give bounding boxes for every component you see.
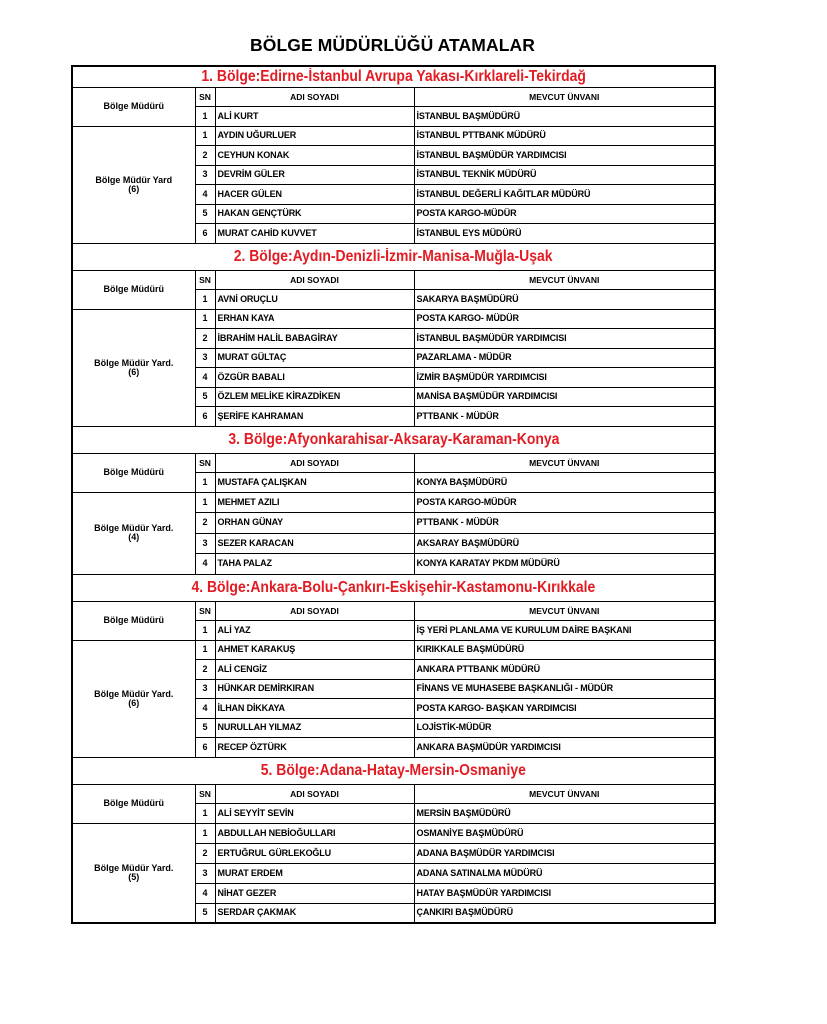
deputy-row — [72, 309, 715, 329]
appointments-table — [71, 65, 716, 924]
sn-cell: 1 — [195, 107, 215, 127]
name-cell: İLHAN DİKKAYA — [215, 699, 414, 719]
sn-header: SN — [195, 784, 215, 804]
sn-cell: 1 — [195, 309, 215, 329]
sn-cell: 3 — [195, 679, 215, 699]
name-cell: AVNİ ORUÇLU — [215, 290, 414, 310]
title-cell: İSTANBUL DEĞERLİ KAĞITLAR MÜDÜRÜ — [414, 185, 715, 205]
title-cell: KONYA KARATAY PKDM MÜDÜRÜ — [414, 554, 715, 575]
name-cell: ALİ CENGİZ — [215, 660, 414, 680]
sn-header: SN — [195, 601, 215, 621]
name-cell: SERDAR ÇAKMAK — [215, 903, 414, 923]
title-header: MEVCUT ÜNVANI — [414, 270, 715, 290]
title-cell: İSTANBUL BAŞMÜDÜR YARDIMCISI — [414, 146, 715, 166]
sn-cell: 4 — [195, 699, 215, 719]
region-heading-row — [72, 426, 715, 453]
name-cell: ORHAN GÜNAY — [215, 513, 414, 534]
region-heading: 4. Bölge:Ankara-Bolu-Çankırı-Eskişehir-Kastamonu-Kırıkkale — [72, 574, 715, 601]
name-cell: ÖZGÜR BABALI — [215, 368, 414, 388]
sn-header: SN — [195, 270, 215, 290]
name-header: ADI SOYADI — [215, 87, 414, 107]
deputy-row — [72, 492, 715, 513]
title-header: MEVCUT ÜNVANI — [414, 453, 715, 473]
region-heading: 2. Bölge:Aydın-Denizli-İzmir-Manisa-Muğla-Uşak — [72, 243, 715, 270]
column-header-row — [72, 270, 715, 290]
name-cell: CEYHUN KONAK — [215, 146, 414, 166]
director-label: Bölge Müdürü — [72, 601, 195, 640]
sn-cell: 6 — [195, 224, 215, 244]
sn-cell: 1 — [195, 492, 215, 513]
name-cell: RECEP ÖZTÜRK — [215, 738, 414, 758]
title-cell: SAKARYA BAŞMÜDÜRÜ — [414, 290, 715, 310]
name-cell: TAHA PALAZ — [215, 554, 414, 575]
name-cell: AHMET KARAKUŞ — [215, 640, 414, 660]
title-header: MEVCUT ÜNVANI — [414, 784, 715, 804]
title-cell: İZMİR BAŞMÜDÜR YARDIMCISI — [414, 368, 715, 388]
name-cell: SEZER KARACAN — [215, 533, 414, 554]
name-cell: NİHAT GEZER — [215, 883, 414, 903]
name-cell: AYDIN UĞURLUER — [215, 126, 414, 146]
sn-cell: 1 — [195, 621, 215, 641]
sn-cell: 6 — [195, 407, 215, 427]
deputy-row — [72, 823, 715, 843]
region-heading-row — [72, 757, 715, 784]
title-header: MEVCUT ÜNVANI — [414, 601, 715, 621]
title-cell: FİNANS VE MUHASEBE BAŞKANLIĞI - MÜDÜR — [414, 679, 715, 699]
name-cell: MUSTAFA ÇALIŞKAN — [215, 473, 414, 493]
region-heading: 1. Bölge:Edirne-İstanbul Avrupa Yakası-Kırklareli-Tekirdağ — [72, 66, 715, 87]
sn-cell: 1 — [195, 473, 215, 493]
title-cell: ÇANKIRI BAŞMÜDÜRÜ — [414, 903, 715, 923]
deputy-count: (6) — [128, 183, 140, 194]
sn-cell: 4 — [195, 554, 215, 575]
title-cell: PTTBANK - MÜDÜR — [414, 407, 715, 427]
name-cell: ALİ SEYYİT SEVİN — [215, 804, 414, 824]
page-title: BÖLGE MÜDÜRLÜĞÜ ATAMALAR — [250, 35, 535, 55]
sn-cell: 5 — [195, 204, 215, 224]
name-cell: ALİ KURT — [215, 107, 414, 127]
region-heading: 3. Bölge:Afyonkarahisar-Aksaray-Karaman-Konya — [72, 426, 715, 453]
title-cell: KONYA BAŞMÜDÜRÜ — [414, 473, 715, 493]
sn-cell: 6 — [195, 738, 215, 758]
sn-cell: 4 — [195, 368, 215, 388]
column-header-row — [72, 87, 715, 107]
name-header: ADI SOYADI — [215, 453, 414, 473]
name-cell: HÜNKAR DEMİRKIRAN — [215, 679, 414, 699]
sn-cell: 3 — [195, 348, 215, 368]
sn-cell: 2 — [195, 843, 215, 863]
deputy-count: (6) — [128, 697, 140, 708]
deputy-label: Bölge Müdür Yard. (4) — [72, 492, 195, 574]
sn-cell: 5 — [195, 387, 215, 407]
deputy-label: Bölge Müdür Yard. (5) — [72, 823, 195, 923]
title-cell: MANİSA BAŞMÜDÜR YARDIMCISI — [414, 387, 715, 407]
sn-cell: 3 — [195, 863, 215, 883]
title-cell: OSMANİYE BAŞMÜDÜRÜ — [414, 823, 715, 843]
region-heading: 5. Bölge:Adana-Hatay-Mersin-Osmaniye — [72, 757, 715, 784]
title-cell: POSTA KARGO- BAŞKAN YARDIMCISI — [414, 699, 715, 719]
title-cell: LOJİSTİK-MÜDÜR — [414, 718, 715, 738]
deputy-row — [72, 126, 715, 146]
sn-cell: 1 — [195, 804, 215, 824]
name-header: ADI SOYADI — [215, 601, 414, 621]
sn-cell: 3 — [195, 533, 215, 554]
title-cell: ANKARA BAŞMÜDÜR YARDIMCISI — [414, 738, 715, 758]
name-cell: ALİ YAZ — [215, 621, 414, 641]
name-cell: DEVRİM GÜLER — [215, 165, 414, 185]
column-header-row — [72, 601, 715, 621]
sn-cell: 1 — [195, 126, 215, 146]
name-header: ADI SOYADI — [215, 784, 414, 804]
name-header: ADI SOYADI — [215, 270, 414, 290]
title-cell: POSTA KARGO- MÜDÜR — [414, 309, 715, 329]
sn-header: SN — [195, 87, 215, 107]
sn-header: SN — [195, 453, 215, 473]
title-cell: POSTA KARGO-MÜDÜR — [414, 204, 715, 224]
title-cell: AKSARAY BAŞMÜDÜRÜ — [414, 533, 715, 554]
name-cell: MEHMET AZILI — [215, 492, 414, 513]
name-cell: İBRAHİM HALİL BABAGİRAY — [215, 329, 414, 349]
region-heading-row — [72, 66, 715, 87]
name-cell: MURAT GÜLTAÇ — [215, 348, 414, 368]
title-cell: PAZARLAMA - MÜDÜR — [414, 348, 715, 368]
title-cell: KIRIKKALE BAŞMÜDÜRÜ — [414, 640, 715, 660]
name-cell: ÖZLEM MELİKE KİRAZDİKEN — [215, 387, 414, 407]
title-cell: İŞ YERİ PLANLAMA VE KURULUM DAİRE BAŞKANI — [414, 621, 715, 641]
title-cell: PTTBANK - MÜDÜR — [414, 513, 715, 534]
column-header-row — [72, 453, 715, 473]
sn-cell: 2 — [195, 513, 215, 534]
sn-cell: 5 — [195, 718, 215, 738]
title-cell: ADANA SATINALMA MÜDÜRÜ — [414, 863, 715, 883]
title-cell: POSTA KARGO-MÜDÜR — [414, 492, 715, 513]
column-header-row — [72, 784, 715, 804]
title-cell: İSTANBUL BAŞMÜDÜRÜ — [414, 107, 715, 127]
sn-cell: 1 — [195, 640, 215, 660]
deputy-count: (4) — [128, 532, 140, 542]
name-cell: ABDULLAH NEBİOĞULLARI — [215, 823, 414, 843]
name-cell: ERTUĞRUL GÜRLEKOĞLU — [215, 843, 414, 863]
title-cell: ANKARA PTTBANK MÜDÜRÜ — [414, 660, 715, 680]
sn-cell: 2 — [195, 660, 215, 680]
name-cell: HAKAN GENÇTÜRK — [215, 204, 414, 224]
name-cell: HACER GÜLEN — [215, 185, 414, 205]
sn-cell: 1 — [195, 290, 215, 310]
sn-cell: 5 — [195, 903, 215, 923]
deputy-label: Bölge Müdür Yard. (6) — [72, 640, 195, 757]
sn-cell: 3 — [195, 165, 215, 185]
sn-cell: 4 — [195, 185, 215, 205]
title-cell: İSTANBUL TEKNİK MÜDÜRÜ — [414, 165, 715, 185]
sn-cell: 1 — [195, 823, 215, 843]
deputy-count: (6) — [128, 366, 140, 377]
name-cell: MURAT ERDEM — [215, 863, 414, 883]
region-heading-row — [72, 243, 715, 270]
region-heading-row — [72, 574, 715, 601]
deputy-count: (5) — [128, 871, 140, 882]
title-cell: İSTANBUL BAŞMÜDÜR YARDIMCISI — [414, 329, 715, 349]
title-header: MEVCUT ÜNVANI — [414, 87, 715, 107]
director-label: Bölge Müdürü — [72, 453, 195, 492]
title-cell: MERSİN BAŞMÜDÜRÜ — [414, 804, 715, 824]
title-cell: HATAY BAŞMÜDÜR YARDIMCISI — [414, 883, 715, 903]
director-label: Bölge Müdürü — [72, 270, 195, 309]
title-cell: ADANA BAŞMÜDÜR YARDIMCISI — [414, 843, 715, 863]
deputy-label: Bölge Müdür Yard (6) — [72, 126, 195, 243]
title-cell: İSTANBUL PTTBANK MÜDÜRÜ — [414, 126, 715, 146]
director-label: Bölge Müdürü — [72, 784, 195, 823]
name-cell: MURAT CAHİD KUVVET — [215, 224, 414, 244]
deputy-label: Bölge Müdür Yard. (6) — [72, 309, 195, 426]
director-label: Bölge Müdürü — [72, 87, 195, 126]
name-cell: ERHAN KAYA — [215, 309, 414, 329]
name-cell: ŞERİFE KAHRAMAN — [215, 407, 414, 427]
title-cell: İSTANBUL EYS MÜDÜRÜ — [414, 224, 715, 244]
sn-cell: 2 — [195, 146, 215, 166]
sn-cell: 4 — [195, 883, 215, 903]
name-cell: NURULLAH YILMAZ — [215, 718, 414, 738]
deputy-row — [72, 640, 715, 660]
sn-cell: 2 — [195, 329, 215, 349]
